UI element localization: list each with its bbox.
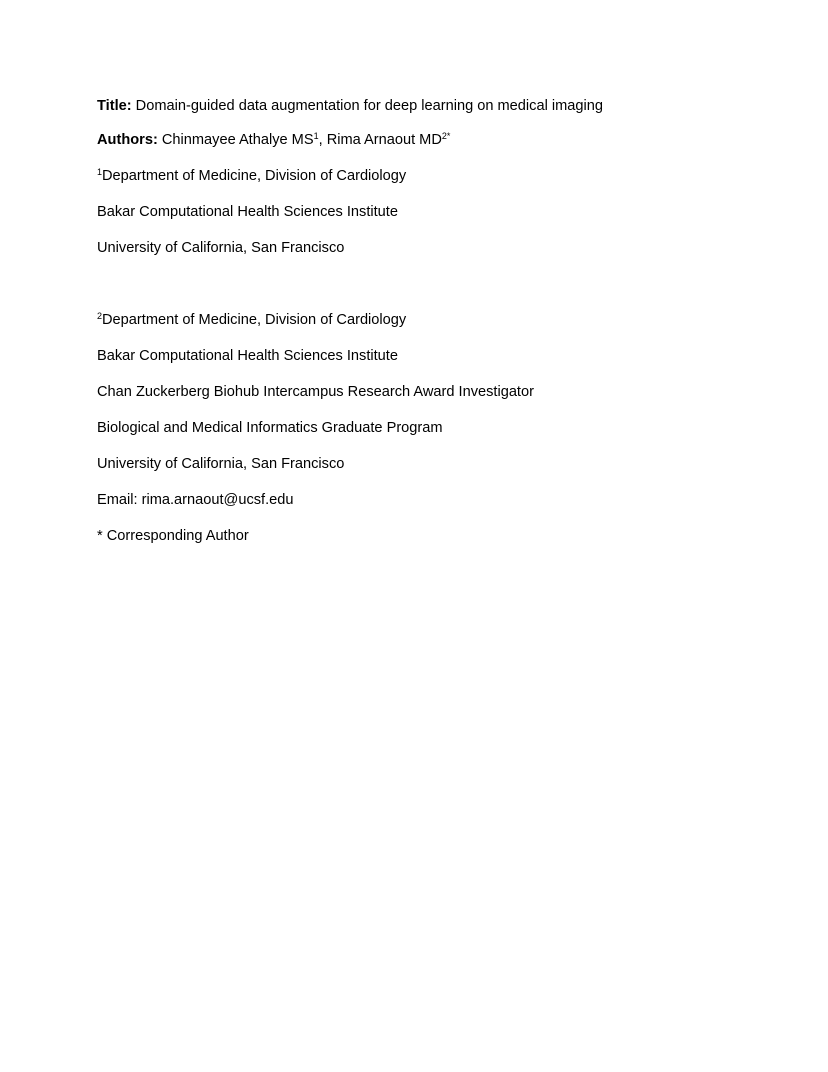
authors-label: Authors: (97, 132, 158, 148)
affiliation-text: Chan Zuckerberg Biohub Intercampus Research Award Investigator (97, 384, 534, 400)
affiliation-text: Department of Medicine, Division of Cardiology (102, 168, 407, 184)
title-text: Domain-guided data augmentation for deep learning on medical imaging (135, 98, 603, 114)
affiliation-text: Bakar Computational Health Sciences Institute (97, 348, 398, 364)
affiliation-text: University of California, San Francisco (97, 240, 345, 256)
author-separator: , (318, 132, 327, 148)
title-label: Title: (97, 98, 132, 114)
affiliation-line (97, 311, 406, 329)
affiliation-text: Department of Medicine, Division of Cardiology (102, 312, 407, 328)
author-name: Chinmayee Athalye MS (161, 132, 314, 148)
affiliation-mark: 2 (97, 311, 103, 321)
author-affiliation-mark: 2* (441, 131, 451, 141)
affiliation-text: Biological and Medical Informatics Graduate Program (97, 420, 443, 436)
affiliation-line (97, 239, 344, 257)
affiliation-mark: 1 (97, 167, 103, 177)
author-name: Rima Arnaout MD (326, 132, 442, 148)
affiliation-line (97, 455, 344, 473)
corresponding-author-note (97, 527, 249, 545)
email-text: Email: rima.arnaout@ucsf.edu (97, 492, 294, 508)
authors-line (97, 131, 450, 149)
affiliation-line (97, 203, 398, 221)
title-line (97, 97, 603, 115)
affiliation-line (97, 419, 443, 437)
affiliation-line (97, 167, 406, 185)
affiliation-line (97, 383, 534, 401)
affiliation-line (97, 347, 398, 365)
affiliation-text: Bakar Computational Health Sciences Institute (97, 204, 398, 220)
affiliation-text: University of California, San Francisco (97, 456, 345, 472)
author-affiliation-mark: 1 (313, 131, 319, 141)
corresponding-note-text: * Corresponding Author (97, 528, 249, 544)
email-line (97, 491, 294, 509)
